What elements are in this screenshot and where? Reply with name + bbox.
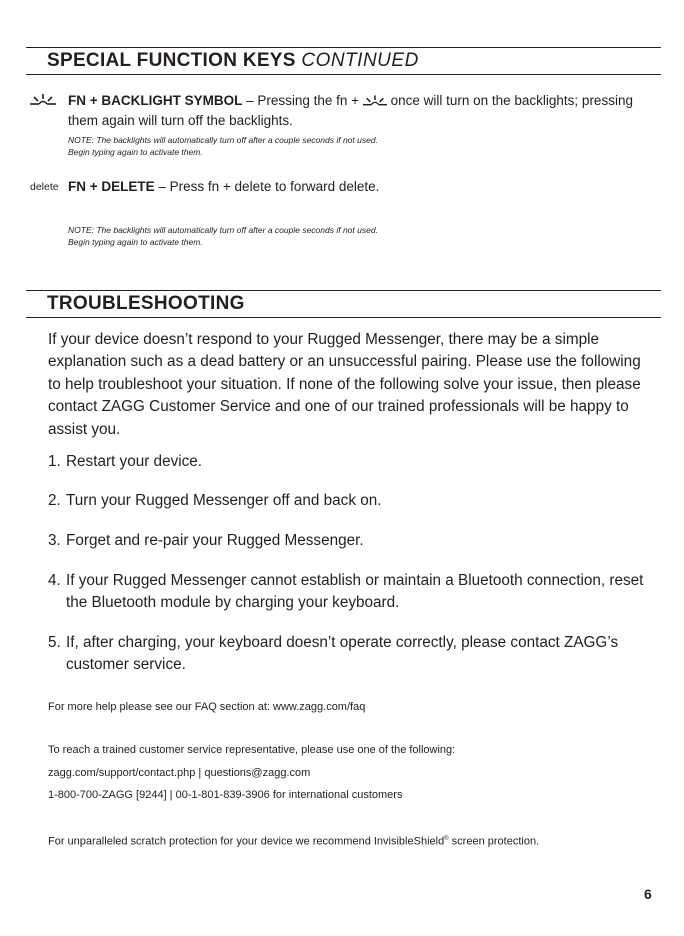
delete-desc: – Press fn + delete to forward delete.: [154, 179, 380, 194]
backlight-description: [68, 92, 658, 130]
backlight-inline-icon: [363, 94, 387, 112]
contact-intro: To reach a trained customer service representative, please use one of the following:: [48, 744, 456, 756]
delete-description: [68, 178, 658, 196]
step-text: Forget and re-pair your Rugged Messenger.: [66, 532, 364, 549]
registered-mark: ®: [444, 836, 449, 842]
delete-note: [68, 224, 568, 248]
step-number: 3.: [48, 532, 61, 549]
invisibleshield-after: screen protection.: [448, 835, 540, 848]
contact-phone: 1-800-700-ZAGG [9244] | 00-1-801-839-3906 for international customers: [48, 789, 403, 801]
troubleshooting-header: [26, 290, 661, 318]
backlight-desc-after: once will turn on the backlights; pressing them again will turn off the backlights.: [68, 93, 633, 128]
troubleshooting-title: [47, 293, 245, 315]
special-keys-title-continued: CONTINUED: [301, 50, 419, 71]
delete-key-icon: delete: [30, 181, 59, 193]
backlight-note-line1: NOTE: The backlights will automatically turn off after a couple seconds if not used.: [68, 135, 378, 145]
backlight-desc-before: – Pressing the fn +: [242, 93, 363, 108]
special-keys-header: [26, 47, 661, 75]
troubleshooting-title-text: TROUBLESHOOTING: [47, 293, 245, 314]
step-number: 2.: [48, 492, 61, 509]
page-number: 6: [644, 886, 652, 902]
invisibleshield-text: [48, 832, 668, 849]
special-keys-title-bold: SPECIAL FUNCTION KEYS: [47, 50, 296, 71]
invisibleshield-before: For unparalleled scratch protection for your device we recommend InvisibleShield: [48, 835, 445, 848]
backlight-icon: [30, 94, 56, 109]
backlight-key-row: [0, 92, 684, 162]
delete-key-row: [0, 178, 684, 250]
delete-key-name: FN + DELETE: [68, 179, 155, 194]
step-text: If, after charging, your keyboard doesn’t operate correctly, please contact ZAGG’s customer service.: [66, 634, 619, 674]
step-text: Turn your Rugged Messenger off and back on.: [66, 492, 382, 509]
step-number: 1.: [48, 453, 61, 470]
step-number: 5.: [48, 634, 61, 651]
delete-note-line1: NOTE: The backlights will automatically turn off after a couple seconds if not used.: [68, 225, 378, 235]
delete-note-line2: Begin typing again to activate them.: [68, 237, 203, 247]
contact-web: zagg.com/support/contact.php | questions@zagg.com: [48, 767, 311, 779]
backlight-note: [68, 134, 568, 158]
backlight-key-name: FN + BACKLIGHT SYMBOL: [68, 93, 243, 108]
step-text: If your Rugged Messenger cannot establish or maintain a Bluetooth connection, reset the Bluetooth module by charging your keyboard.: [66, 572, 644, 612]
faq-text: For more help please see our FAQ section at: www.zagg.com/faq: [48, 701, 366, 713]
troubleshooting-intro: If your device doesn’t respond to your Rugged Messenger, there may be a simple explanation such as a dead battery or an unsuccessful pairing. Please use the following to help troubleshoot your situation. If none of the following solve your issue, then please contact ZAGG Customer Service and one of our trained professionals will be happy to assist you.: [48, 331, 641, 438]
backlight-note-line2: Begin typing again to activate them.: [68, 147, 203, 157]
special-keys-title: [47, 50, 419, 72]
step-number: 4.: [48, 572, 61, 589]
step-text: Restart your device.: [66, 453, 203, 470]
